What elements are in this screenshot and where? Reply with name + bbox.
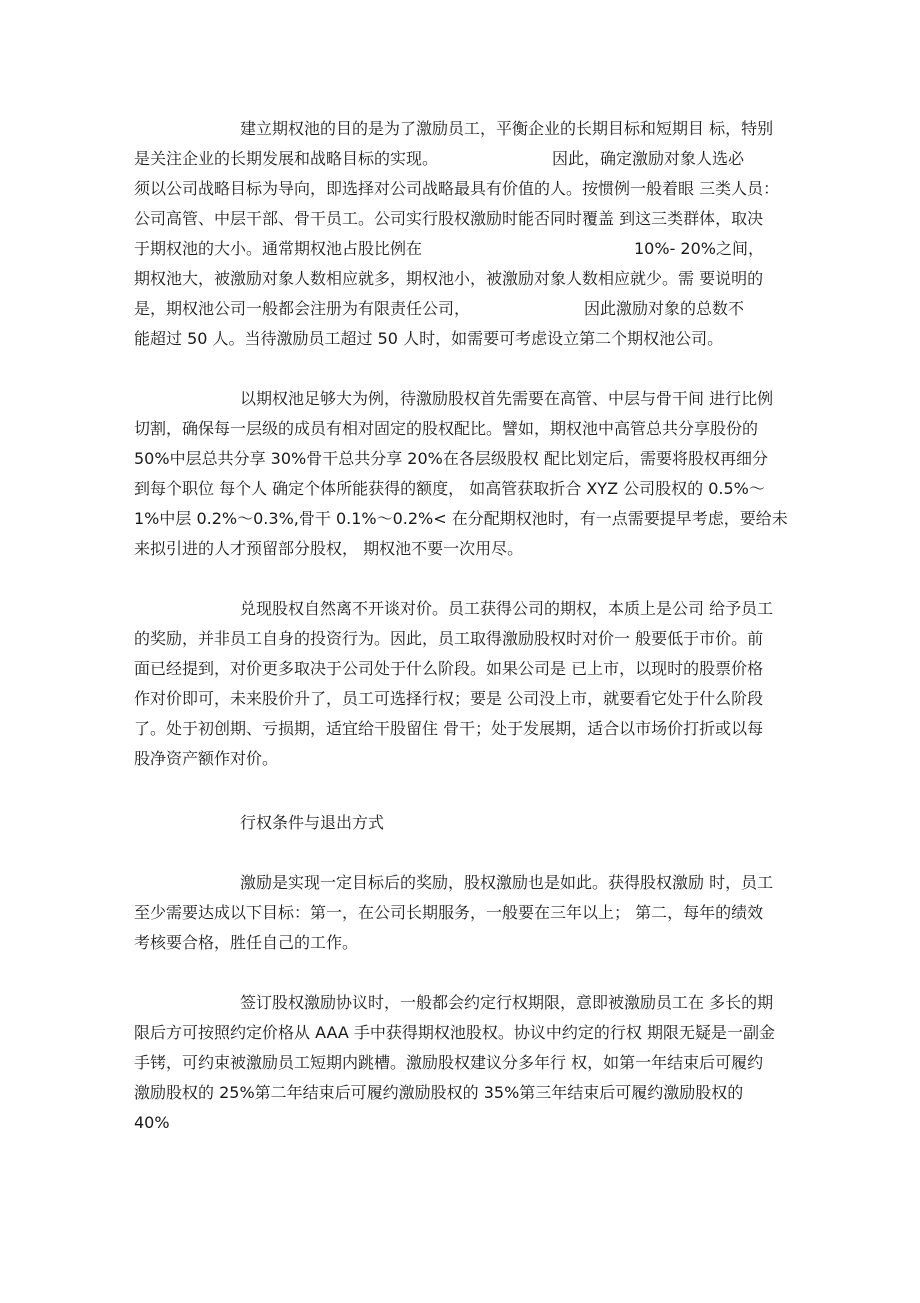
- paragraph-1-line-1: 建立期权池的目的是为了激励员工，平衡企业的长期目标和短期目 标，特别: [240, 119, 774, 138]
- paragraph-6-line-4: 激励股权的 25%第二年结束后可履约激励股权的 35%第三年结束后可履约激励股权的: [134, 1083, 744, 1102]
- paragraph-1-line-2: 是关注企业的长期发展和战略目标的实现。: [134, 149, 439, 168]
- paragraph-6-line-2: 限后方可按照约定价格从 AAA 手中获得期权池股权。协议中约定的行权 期限无疑是一副金: [134, 1023, 775, 1042]
- paragraph-3-line-3: 面已经提到，对价更多取决于公司处于什么阶段。如果公司是 已上市，以现时的股票价格: [134, 659, 764, 678]
- paragraph-2-line-2: 切割，确保每一层级的成员有相对固定的股权配比。譬如，期权池中高管总共分享股份的: [134, 419, 759, 438]
- paragraph-1-line-6: 于期权池的大小。通常期权池占股比例在: [134, 239, 423, 258]
- paragraph-1-line-9: 是，期权池公司一般都会注册为有限责任公司，: [134, 299, 471, 318]
- paragraph-3-line-4: 作对价即可，未来股价升了，员工可选择行权；要是 公司没上市，就要看它处于什么阶段: [134, 689, 764, 708]
- paragraph-1-line-5: 公司高管、中层干部、骨干员工。公司实行股权激励时能否同时覆盖 到这三类群体，取决: [134, 209, 764, 228]
- section-heading: 行权条件与退出方式: [240, 813, 385, 832]
- paragraph-2-line-5: 1%中层 0.2%～0.3%,骨干 0.1%～0.2%< 在分配期权池时，有一点需要提早考虑，要给未: [134, 509, 788, 528]
- paragraph-6-line-5: 40%: [134, 1113, 170, 1132]
- paragraph-2-line-4: 到每个职位 每个人 确定个体所能获得的额度， 如高管获取折合 XYZ 公司股权的 0.5%～: [134, 479, 765, 498]
- paragraph-6-line-3: 手铐，可约束被激励员工短期内跳槽。激励股权建议分多年行 权，如第一年结束后可履约: [134, 1053, 764, 1072]
- paragraph-1-line-10: 因此激励对象的总数不: [584, 299, 745, 318]
- paragraph-2-line-1: 以期权池足够大为例，待激励股权首先需要在高管、中层与骨干间 进行比例: [240, 389, 774, 408]
- paragraph-5-line-3: 考核要合格，胜任自己的工作。: [134, 933, 359, 952]
- paragraph-6-line-1: 签订股权激励协议时，一般都会约定行权期限，意即被激励员工在 多长的期: [240, 993, 774, 1012]
- paragraph-3-line-5: 了。处于初创期、亏损期，适宜给干股留住 骨干；处于发展期，适合以市场价打折或以每: [134, 719, 764, 738]
- paragraph-5-line-1: 激励是实现一定目标后的奖励，股权激励也是如此。获得股权激励 时，员工: [240, 873, 774, 892]
- paragraph-3-line-2: 的奖励，并非员工自身的投资行为。因此，员工取得激励股权时对价一 般要低于市价。前: [134, 629, 764, 648]
- paragraph-2-line-6: 来拟引进的人才预留部分股权， 期权池不要一次用尽。: [134, 539, 524, 558]
- paragraph-5-line-2: 至少需要达成以下目标：第一，在公司长期服务，一般要在三年以上； 第二，每年的绩效: [134, 903, 764, 922]
- paragraph-3-line-6: 股净资产额作对价。: [134, 749, 279, 768]
- paragraph-2-line-3: 50%中层总共分享 30%骨干总共分享 20%在各层级股权 配比划定后，需要将股权再细分: [134, 449, 768, 468]
- paragraph-1-line-3: 因此，确定激励对象人选必: [552, 149, 745, 168]
- paragraph-1-line-8: 期权池大，被激励对象人数相应就多，期权池小，被激励对象人数相应就少。需 要说明的: [134, 269, 764, 288]
- paragraph-1-line-4: 须以公司战略目标为导向，即选择对公司战略最具有价值的人。按惯例一般着眼 三类人员：: [134, 179, 780, 198]
- paragraph-1-line-7: 10%- 20%之间，: [634, 239, 764, 258]
- paragraph-3-line-1: 兑现股权自然离不开谈对价。员工获得公司的期权，本质上是公司 给予员工: [240, 599, 774, 618]
- paragraph-1-line-11: 能超过 50 人。当待激励员工超过 50 人时，如需要可考虑设立第二个期权池公司。: [134, 329, 724, 348]
